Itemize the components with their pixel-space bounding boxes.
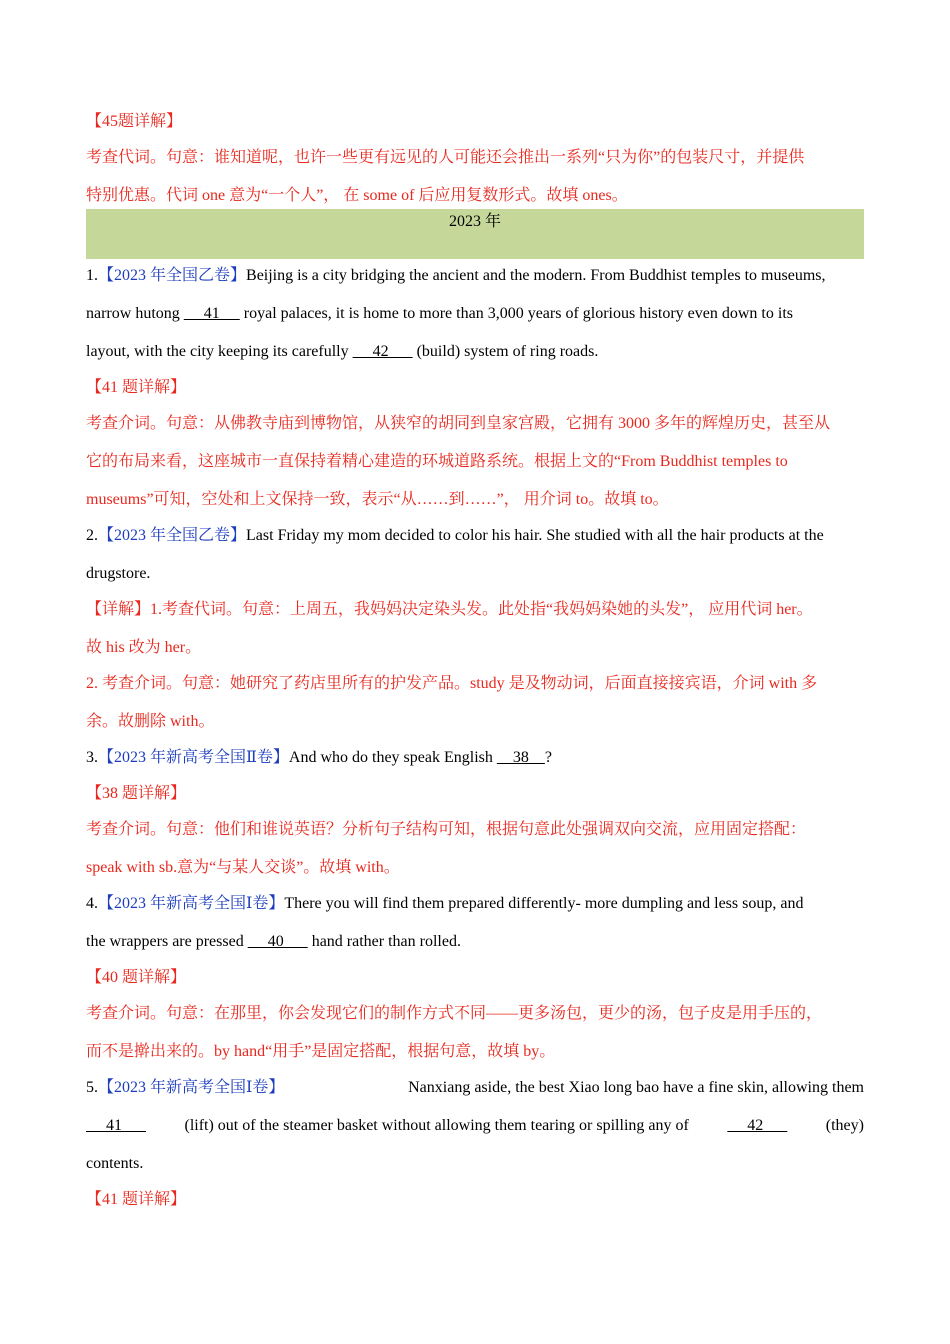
q45-explanation-line: 考查代词。句意：谁知道呢，也许一些更有远见的人可能还会推出一系列“只为你”的包装尺寸，并提供 — [86, 149, 805, 166]
item-3-explanation-line: 考查介词。句意：他们和谁说英语？分析句子结构可知，根据句意此处强调双向交流，应用固定搭配： — [86, 821, 807, 838]
item-2-explanation-line: 故 his 改为 her。 — [86, 639, 202, 656]
item-5-question-line: contents. — [86, 1155, 144, 1172]
item-4-explanation-header: 【40 题详解】 — [86, 969, 187, 986]
item-1-number: 1. — [86, 267, 98, 284]
item-4-question-line: 4.【2023 年新高考全国Ⅰ卷】There you will find them prepared differently- more dumpling and less soup, and — [86, 895, 804, 912]
answer-blank-42: 42 — [727, 1117, 788, 1134]
item-2-explanation-line: 2. 考查介词。句意：她研究了药店里所有的护发产品。study 是及物动词，后面直接接宾语，介词 with 多 — [86, 675, 818, 692]
item-2-explanation-line: 余。故删除 with。 — [86, 713, 215, 730]
item-4-explanation-line: 而不是擀出来的。by hand“用手”是固定搭配，根据句意，故填 by。 — [86, 1043, 556, 1060]
item-2-number: 2. — [86, 527, 98, 544]
answer-blank-41: 41 — [86, 1117, 146, 1134]
item-2-question-line: 2.【2023 年全国乙卷】Last Friday my mom decided to color his hair. She studied with all the hair products at the — [86, 527, 824, 544]
item-3-source: 【2023 年新高考全国Ⅱ卷】 — [98, 749, 289, 766]
item-4-source: 【2023 年新高考全国Ⅰ卷】 — [98, 895, 285, 912]
item-5-question-line: 41 (lift) out of the steamer basket without allowing them tearing or spilling any of 42 (they) — [86, 1116, 864, 1154]
item-1-explanation-header: 【41 题详解】 — [86, 379, 187, 396]
item-1-source: 【2023 年全国乙卷】 — [98, 267, 247, 284]
year-section-band: 2023 年 — [86, 209, 864, 259]
item-2-question-line: drugstore. — [86, 565, 151, 582]
item-3-explanation-line: speak with sb.意为“与某人交谈”。故填 with。 — [86, 859, 400, 876]
item-3-explanation-header: 【38 题详解】 — [86, 785, 187, 802]
q45-header: 【45题详解】 — [86, 113, 183, 130]
item-4-explanation-line: 考查介词。句意：在那里，你会发现它们的制作方式不同——更多汤包，更少的汤，包子皮是用手压的， — [86, 1005, 823, 1022]
item-4-number: 4. — [86, 895, 98, 912]
item-5-explanation-header: 【41 题详解】 — [86, 1191, 187, 1208]
answer-blank-38: 38 — [496, 749, 545, 766]
item-5-question-line: 5.【2023 年新高考全国Ⅰ卷】 Nanxiang aside, the best Xiao long bao have a fine skin, allowing them — [86, 1079, 864, 1096]
answer-blank-40: 40 — [247, 933, 308, 950]
item-1-question-line: narrow hutong 41 royal palaces, it is home to more than 3,000 years of glorious history even down to its — [86, 305, 793, 322]
item-1-question-line: 1.【2023 年全国乙卷】Beijing is a city bridging the ancient and the modern. From Buddhist temples to museums, — [86, 267, 826, 284]
item-1-explanation-line: 考查介词。句意：从佛教寺庙到博物馆，从狭窄的胡同到皇家宫殿，它拥有 3000 多年的辉煌历史，甚至从 — [86, 415, 831, 432]
document-body — [86, 112, 864, 1226]
item-1-explanation-line: 它的布局来看，这座城市一直保持着精心建造的环城道路系统。根据上文的“From Buddhist temples to — [86, 453, 788, 470]
answer-blank-41: 41 — [183, 305, 240, 322]
item-5-number: 5. — [86, 1079, 98, 1096]
item-5-source: 【2023 年新高考全国Ⅰ卷】 — [98, 1079, 285, 1096]
item-3-question-line: 3.【2023 年新高考全国Ⅱ卷】And who do they speak English 38 ? — [86, 749, 552, 766]
item-2-source: 【2023 年全国乙卷】 — [98, 527, 247, 544]
item-1-explanation-line: museums”可知，空处和上文保持一致，表示“从……到……”， 用介词 to。故填 to。 — [86, 491, 669, 508]
item-3-number: 3. — [86, 749, 98, 766]
answer-blank-42: 42 — [352, 343, 413, 360]
item-1-question-line: layout, with the city keeping its carefully 42 (build) system of ring roads. — [86, 343, 599, 360]
item-4-question-line: the wrappers are pressed 40 hand rather than rolled. — [86, 933, 461, 950]
q45-explanation-line: 特别优惠。代词 one 意为“一个人”， 在 some of 后应用复数形式。故填 ones。 — [86, 187, 628, 204]
item-2-explanation-line: 【详解】1.考查代词。句意：上周五，我妈妈决定染头发。此处指“我妈妈染她的头发”， 应用代词 her。 — [86, 601, 813, 618]
